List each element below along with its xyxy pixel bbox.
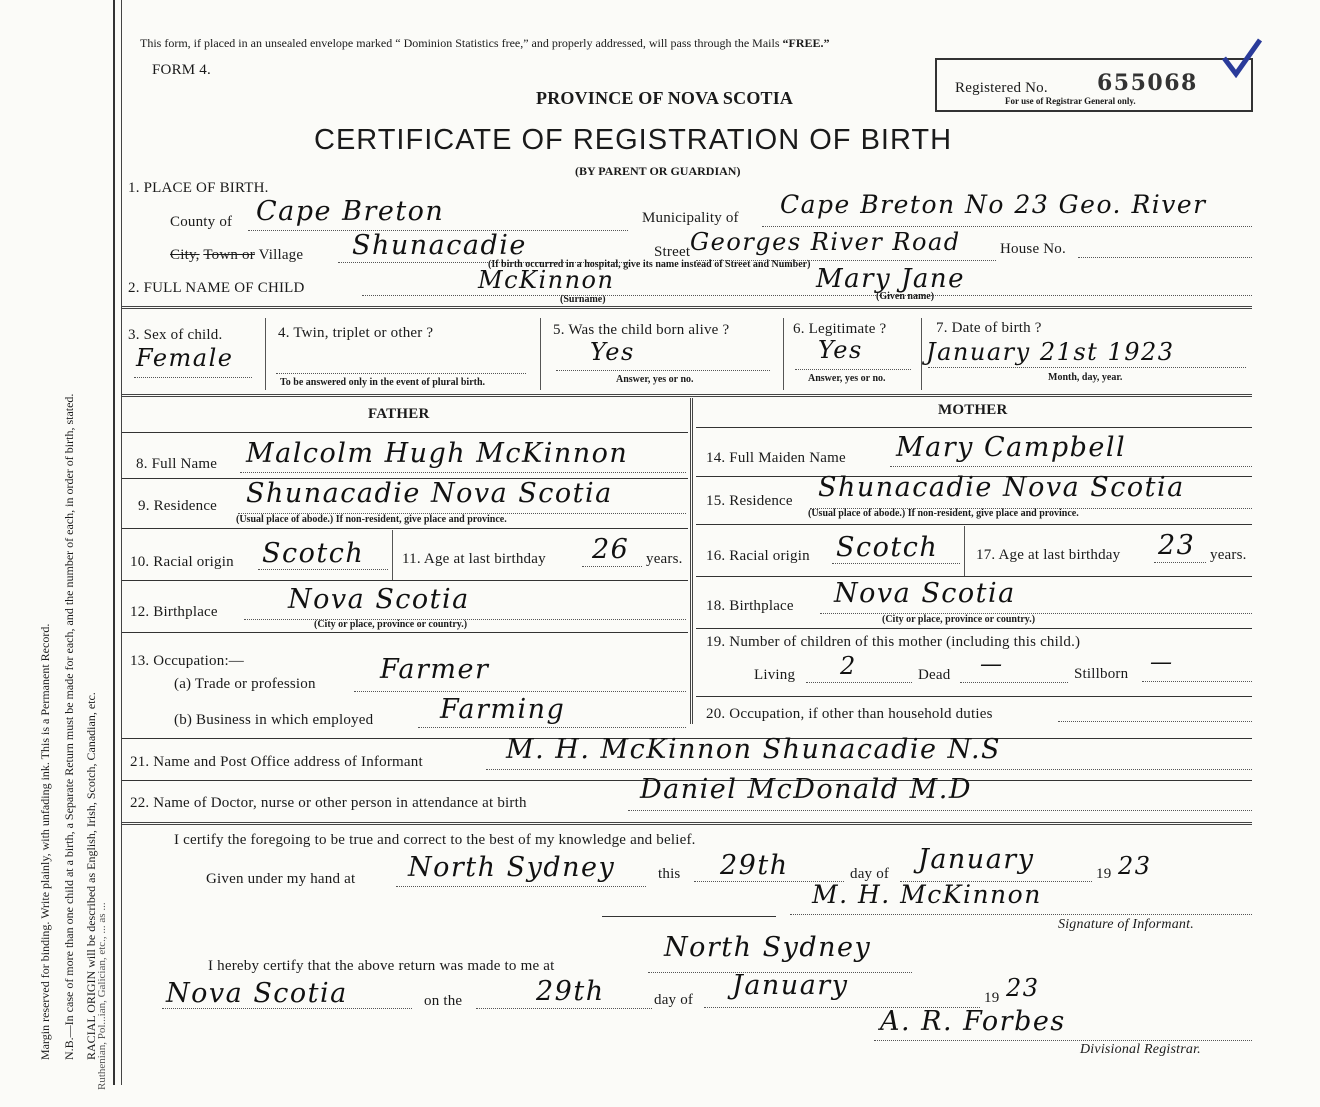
- registrar-onthe-label: on the: [424, 993, 463, 1009]
- given-place-line: [396, 886, 646, 887]
- registered-label: Registered No.: [955, 80, 1048, 96]
- father-name-value: Malcolm Hugh McKinnon: [246, 438, 629, 469]
- rule-after-child: [122, 306, 1252, 309]
- form-number: FORM 4.: [152, 62, 211, 78]
- father-age-line: [582, 566, 642, 567]
- municipality-label: Municipality of: [642, 210, 739, 226]
- registrar-caption: Divisional Registrar.: [1080, 1042, 1201, 1057]
- father-business-line: [418, 727, 686, 728]
- twin-label: 4. Twin, triplet or other ?: [278, 325, 434, 341]
- father-trade-value: Farmer: [380, 654, 490, 685]
- stillborn-value: —: [1150, 650, 1174, 675]
- mother-age-unit: years.: [1210, 547, 1247, 563]
- father-birthplace-label: 12. Birthplace: [130, 604, 218, 620]
- hospital-note: (If birth occurred in a hospital, give its name instead of Street and Number): [488, 259, 811, 270]
- father-race-value: Scotch: [262, 538, 365, 569]
- twin-note: To be answered only in the event of plural birth.: [280, 377, 486, 388]
- given-month-value: January: [918, 844, 1035, 875]
- informant-signature: M. H. McKinnon: [812, 880, 1042, 909]
- mother-age-value: 23: [1158, 530, 1196, 561]
- mail-notice: This form, if placed in an unsealed envelope marked “ Dominion Statistics free,” and properly addressed, will pass through the Mails “FREE.”: [140, 36, 830, 50]
- signature-left-line: [602, 916, 776, 917]
- father-name-label: 8. Full Name: [136, 456, 218, 472]
- mother-children-label: 19. Number of children of this mother (including this child.): [706, 634, 1081, 650]
- sex-label: 3. Sex of child.: [128, 327, 223, 343]
- registrar-month-value: January: [732, 970, 849, 1001]
- alive-value: Yes: [590, 338, 635, 366]
- sex-line: [134, 377, 252, 378]
- signature-caption: Signature of Informant.: [1058, 917, 1194, 932]
- given-place-value: North Sydney: [408, 852, 616, 883]
- father-residence-note: (Usual place of abode.) If non-resident, give place and province.: [236, 514, 507, 525]
- dob-line: [928, 367, 1246, 368]
- village-value: Shunacadie: [352, 230, 527, 261]
- father-birthplace-note: (City or place, province or country.): [314, 619, 468, 630]
- doctor-value: Daniel McDonald M.D: [640, 774, 972, 805]
- street-value: Georges River Road: [690, 228, 961, 256]
- mother-residence-note: (Usual place of abode.) If non-resident, give place and province.: [808, 508, 1079, 519]
- legitimate-line: [795, 369, 911, 370]
- child-surname: McKinnon: [478, 266, 615, 294]
- dob-label: 7. Date of birth ?: [936, 320, 1042, 336]
- legitimate-value: Yes: [818, 336, 863, 364]
- parents-divider: [690, 398, 693, 724]
- doctor-label: 22. Name of Doctor, nurse or other person in attendance at birth: [130, 795, 527, 811]
- father-occupation-label: 13. Occupation:—: [130, 653, 245, 669]
- father-age-unit: years.: [646, 551, 683, 567]
- stillborn-line: [1142, 681, 1252, 682]
- certify-line: I certify the foregoing to be true and correct to the best of my knowledge and belief.: [174, 832, 696, 848]
- father-birthplace-value: Nova Scotia: [288, 584, 470, 615]
- registrar-day-value: 29th: [536, 976, 605, 1007]
- father-trade-line: [354, 691, 686, 692]
- child-name-label: 2. FULL NAME OF CHILD: [128, 280, 305, 296]
- father-race-line: [258, 569, 388, 570]
- father-head-rule: [122, 432, 688, 433]
- check-mark-icon: [1222, 38, 1262, 78]
- mother-heading: MOTHER: [938, 402, 1008, 418]
- rule-after-doctor: [122, 822, 1252, 825]
- dead-value: —: [980, 652, 1004, 677]
- mother-residence-label: 15. Residence: [706, 493, 793, 509]
- mother-race-line: [832, 563, 960, 564]
- stillborn-label: Stillborn: [1074, 666, 1129, 682]
- dead-line: [960, 682, 1068, 683]
- margin-line: [113, 0, 115, 1085]
- village-label: Village: [258, 247, 304, 263]
- father-heading: FATHER: [368, 406, 430, 422]
- father-age-label: 11. Age at last birthday: [402, 551, 546, 567]
- sex-value: Female: [136, 344, 234, 372]
- side-note-1: Margin reserved for binding. Write plainly, with unfading ink. This is a Permanent Record.: [38, 623, 52, 1060]
- given-dayof-label: day of: [850, 866, 890, 882]
- county-label: County of: [170, 214, 233, 230]
- father-business-label: (b) Business in which employed: [174, 712, 374, 728]
- father-rule-3: [122, 580, 688, 581]
- registrar-year-prefix: 19: [984, 990, 1000, 1006]
- row3-div-4: [921, 318, 922, 390]
- mother-occupation-line: [1058, 721, 1252, 722]
- certificate-subtitle: (BY PARENT OR GUARDIAN): [575, 164, 741, 178]
- side-note-4: Ruthenian, Pol...ian, Galician, etc., ... as ...: [96, 902, 108, 1090]
- registrar-dayof-label: day of: [654, 992, 694, 1008]
- living-line: [806, 682, 912, 683]
- side-note-3: RACIAL ORIGIN will be described as English, Irish, Scotch, Canadian, etc.: [84, 692, 98, 1060]
- child-given-name: Mary Jane: [816, 264, 966, 294]
- county-value: Cape Breton: [256, 196, 445, 227]
- alive-note: Answer, yes or no.: [616, 374, 694, 385]
- doctor-line: [628, 810, 1252, 811]
- signature-line: [790, 914, 1252, 915]
- given-year-prefix: 19: [1096, 866, 1112, 882]
- mother-head-rule: [696, 427, 1252, 428]
- informant-line: [486, 769, 1252, 770]
- row3-div-2: [540, 318, 541, 390]
- father-rule-2: [122, 528, 688, 529]
- mother-rule-3: [696, 576, 1252, 577]
- mother-occupation-label: 20. Occupation, if other than household duties: [706, 706, 993, 722]
- informant-value: M. H. McKinnon Shunacadie N.S: [506, 734, 1002, 765]
- living-label: Living: [754, 667, 796, 683]
- informant-label: 21. Name and Post Office address of Informant: [130, 754, 423, 770]
- registered-note: For use of Registrar General only.: [1005, 96, 1136, 106]
- mother-rule-5: [696, 696, 1252, 697]
- certificate-title: CERTIFICATE OF REGISTRATION OF BIRTH: [314, 124, 953, 156]
- living-value: 2: [840, 652, 857, 680]
- alive-label: 5. Was the child born alive ?: [553, 322, 730, 338]
- mother-race-label: 16. Racial origin: [706, 548, 810, 564]
- mother-age-line: [1154, 562, 1206, 563]
- registrar-day-line: [476, 1008, 652, 1009]
- mother-race-divider: [964, 526, 965, 576]
- registrar-place2: Nova Scotia: [166, 978, 348, 1009]
- mother-age-label: 17. Age at last birthday: [976, 547, 1121, 563]
- alive-line: [556, 370, 770, 371]
- dob-value: January 21st 1923: [926, 338, 1175, 366]
- mother-name-label: 14. Full Maiden Name: [706, 450, 846, 466]
- twin-line: [276, 373, 526, 374]
- mother-rule-2: [696, 524, 1252, 525]
- father-age-value: 26: [592, 534, 630, 565]
- father-trade-label: (a) Trade or profession: [174, 676, 316, 692]
- rule-after-row3: [122, 394, 1252, 397]
- mother-birthplace-note: (City or place, province or country.): [882, 614, 1036, 625]
- province-title: PROVINCE OF NOVA SCOTIA: [536, 88, 794, 108]
- surname-note: (Surname): [560, 294, 606, 305]
- mother-name-line: [890, 466, 1252, 467]
- mother-race-value: Scotch: [836, 532, 939, 563]
- house-label: House No.: [1000, 241, 1066, 257]
- registrar-signature: A. R. Forbes: [880, 1006, 1066, 1037]
- father-residence-value: Shunacadie Nova Scotia: [246, 478, 613, 509]
- mother-name-value: Mary Campbell: [896, 432, 1127, 463]
- given-note: (Given name): [876, 291, 935, 302]
- father-rule-4: [122, 632, 688, 633]
- free-label: “FREE.”: [782, 36, 830, 50]
- row3-div-1: [265, 318, 266, 390]
- mother-rule-4: [696, 628, 1252, 629]
- dead-label: Dead: [918, 667, 951, 683]
- municipality-line: [762, 226, 1252, 227]
- mother-birthplace-label: 18. Birthplace: [706, 598, 794, 614]
- registrar-place1: North Sydney: [664, 932, 872, 963]
- side-note-2: N.B.—In case of more than one child at a birth, a Separate Return must be made for each, and the number of each, in order of birth, stated.: [62, 393, 76, 1060]
- father-name-line: [240, 472, 686, 473]
- legitimate-label: 6. Legitimate ?: [793, 321, 887, 337]
- city-label: City,: [170, 247, 200, 263]
- margin-line-inner: [121, 0, 122, 1085]
- mother-birthplace-value: Nova Scotia: [834, 578, 1016, 609]
- father-race-divider: [392, 530, 393, 580]
- father-business-value: Farming: [440, 694, 566, 725]
- registered-box: [935, 58, 1253, 112]
- village-label-group: [170, 247, 303, 264]
- town-label: Town or: [203, 247, 255, 263]
- place-of-birth-heading: 1. PLACE OF BIRTH.: [128, 180, 269, 196]
- legitimate-note: Answer, yes or no.: [808, 373, 886, 384]
- father-race-label: 10. Racial origin: [130, 554, 234, 570]
- given-under-label: Given under my hand at: [206, 871, 356, 887]
- this-label: this: [658, 866, 681, 882]
- house-line: [1078, 257, 1252, 258]
- registrar-year-value: 23: [1006, 974, 1040, 1002]
- street-label: Street: [654, 244, 691, 260]
- dob-note: Month, day, year.: [1048, 372, 1123, 383]
- registrar-line: I hereby certify that the above return was made to me at: [208, 958, 555, 974]
- municipality-value: Cape Breton No 23 Geo. River: [780, 190, 1207, 219]
- registered-number: 655068: [1097, 70, 1198, 96]
- child-name-line: [362, 295, 1252, 296]
- registrar-signature-line: [874, 1040, 1252, 1041]
- given-year-value: 23: [1118, 852, 1152, 880]
- row3-div-3: [783, 318, 784, 390]
- given-day-value: 29th: [720, 850, 789, 881]
- father-residence-label: 9. Residence: [138, 498, 218, 514]
- mother-residence-value: Shunacadie Nova Scotia: [818, 472, 1185, 503]
